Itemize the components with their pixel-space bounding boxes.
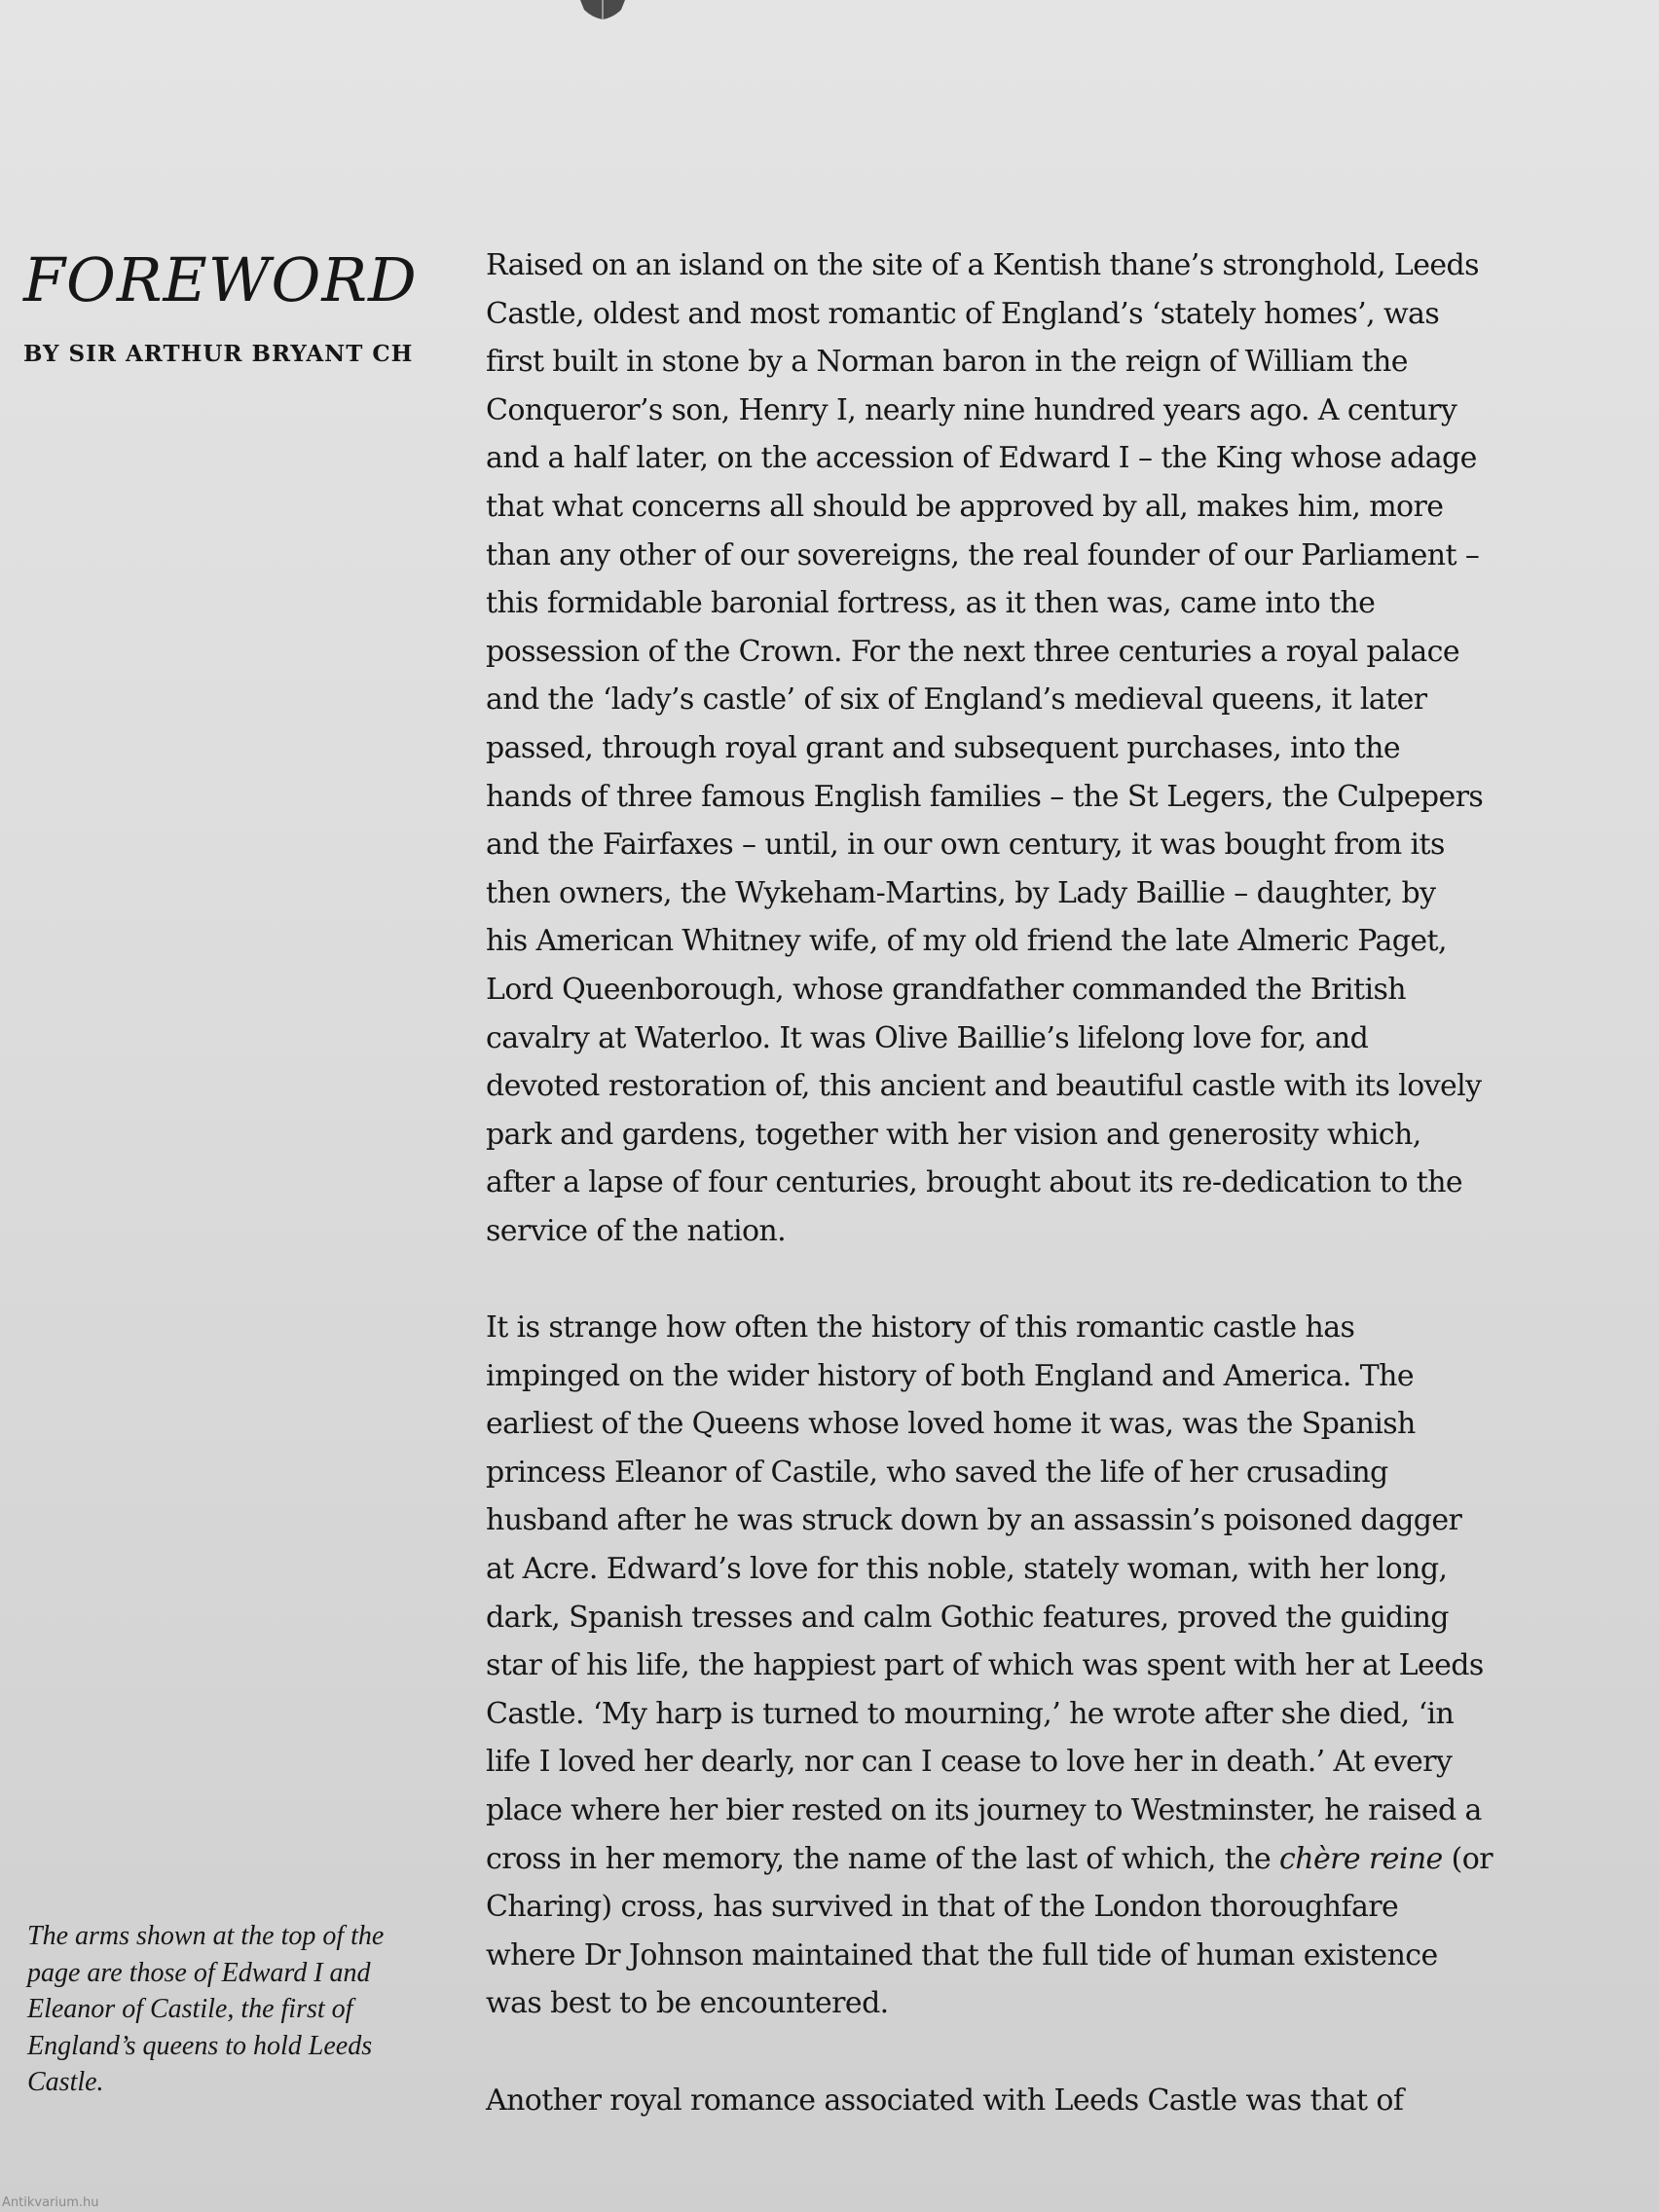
text-line: hands of three famous English families – the St Legers, the Culpepers [486,779,1484,814]
body-text [486,241,1639,2124]
text-line: impinged on the wider history of both England and America. The [486,1358,1415,1393]
caption-line: England’s queens to hold Leeds [27,2030,373,2061]
foreword-title: FOREWORD [23,244,418,315]
text-line: It is strange how often the history of this romantic castle has [486,1310,1355,1346]
text-line: star of his life, the happiest part of which was spent with her at Leeds [486,1648,1484,1683]
text-line: devoted restoration of, this ancient and beautiful castle with its lovely [486,1069,1482,1104]
text-line: where Dr Johnson maintained that the full tide of human existence [486,1937,1438,1972]
caption-line: The arms shown at the top of the [27,1921,385,1951]
text-line: Another royal romance associated with Leeds Castle was that of [486,2083,1404,2118]
text-line: possession of the Crown. For the next three centuries a royal palace [486,634,1460,669]
text-line: Castle. ‘My harp is turned to mourning,’ he wrote after she died, ‘in [486,1696,1455,1731]
text-line: that what concerns all should be approved by all, makes him, more [486,489,1444,524]
text-line: cavalry at Waterloo. It was Olive Baillie’s lifelong love for, and [486,1020,1369,1055]
text-line: Charing) cross, has survived in that of the London thoroughfare [486,1890,1399,1925]
text-line: and a half later, on the accession of Edward I – the King whose adage [486,441,1477,476]
sidebar [23,241,461,367]
text-line-with-italic [486,1835,1639,1884]
text-line: this formidable baronial fortress, as it then was, came into the [486,586,1376,621]
text-line: princess Eleanor of Castile, who saved the life of her crusading [486,1455,1388,1490]
text-line: passed, through royal grant and subsequent purchases, into the [486,730,1400,765]
text-line: and the ‘lady’s castle’ of six of England’s medieval queens, it later [486,682,1427,718]
text-line: park and gardens, together with her vision and generosity which, [486,1117,1421,1152]
text-line: and the Fairfaxes – until, in our own century, it was bought from its [486,828,1445,863]
text-line: earliest of the Queens whose loved home it was, was the Spanish [486,1407,1416,1442]
paragraph-spacer [486,1255,1639,1304]
paragraph-1 [486,241,1639,1255]
caption-line: page are those of Edward I and [27,1957,371,1988]
text-line: service of the nation. [486,1213,787,1248]
coat-of-arms-icon [578,0,627,19]
caption-line: Eleanor of Castile, the first of [27,1994,353,2024]
text-line: husband after he was struck down by an assassin’s poisoned dagger [486,1503,1462,1538]
text-line: than any other of our sovereigns, the real founder of our Parliament – [486,537,1480,572]
caption-line: Castle. [27,2067,104,2097]
paragraph-2 [486,1304,1639,2028]
text-line: first built in stone by a Norman baron in the reign of William the [486,345,1408,380]
italic-phrase: chère reine [1279,1841,1443,1876]
text-line: place where her bier rested on its journey to Westminster, he raised a [486,1793,1482,1827]
watermark: Antikvarium.hu [2,2195,99,2210]
text-line: Lord Queenborough, whose grandfather commanded the British [486,972,1406,1007]
text-span: (or [1442,1841,1493,1876]
text-line: at Acre. Edward’s love for this noble, stately woman, with her long, [486,1552,1448,1587]
paragraph-spacer [486,2028,1639,2077]
text-line: Conqueror’s son, Henry I, nearly nine hundred years ago. A century [486,392,1457,427]
text-line: his American Whitney wife, of my old friend the late Almeric Paget, [486,924,1447,959]
text-line: was best to be encountered. [486,1986,889,2021]
text-line: Raised on an island on the site of a Kentish thane’s stronghold, Leeds [486,248,1479,282]
text-line: Castle, oldest and most romantic of England’s ‘stately homes’, was [486,296,1440,331]
text-span: cross in her memory, the name of the last of which, the [486,1841,1280,1876]
text-line: after a lapse of four centuries, brought about its re-dedication to the [486,1165,1463,1200]
paragraph-3 [486,2077,1639,2125]
arms-caption [27,1918,426,2101]
text-line: then owners, the Wykeham-Martins, by Lady Baillie – daughter, by [486,875,1436,910]
text-line: life I loved her dearly, nor can I cease to love her in death.’ At every [486,1745,1453,1780]
author-byline: BY SIR ARTHUR BRYANT CH [23,341,414,367]
text-line: dark, Spanish tresses and calm Gothic features, proved the guiding [486,1600,1449,1635]
